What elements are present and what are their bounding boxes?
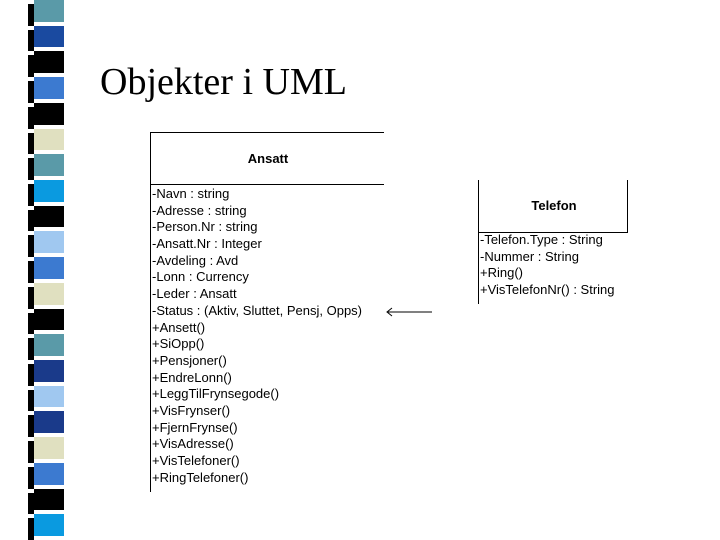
stripe-block bbox=[34, 514, 64, 536]
attribute-row: -Avdeling : Avd bbox=[152, 252, 239, 268]
operation-row: +RingTelefoner() bbox=[152, 469, 249, 485]
uml-class-ansatt bbox=[150, 132, 386, 492]
decorative-stripe bbox=[0, 0, 70, 540]
operation-row: +VisAdresse() bbox=[152, 436, 234, 452]
class-members bbox=[152, 186, 362, 486]
stripe-shadow bbox=[28, 210, 34, 232]
operation-row: +VisTelefoner() bbox=[152, 453, 240, 468]
stripe-block bbox=[34, 103, 64, 125]
attribute-row: -Navn : string bbox=[152, 186, 230, 201]
stripe-shadow bbox=[28, 313, 34, 335]
stripe-block bbox=[34, 257, 64, 279]
attribute-row: -Ansatt.Nr : Integer bbox=[152, 236, 262, 252]
stripe-block bbox=[34, 360, 64, 382]
stripe-block bbox=[34, 463, 64, 485]
stripe-block bbox=[34, 180, 64, 202]
operation-row: +Pensjoner() bbox=[152, 352, 227, 368]
uml-class-telefon bbox=[478, 180, 630, 306]
stripe-block bbox=[34, 309, 64, 331]
stripe-block bbox=[34, 283, 64, 305]
stripe-shadow bbox=[28, 107, 34, 129]
stripe-block bbox=[34, 206, 64, 228]
stripe-shadow bbox=[28, 415, 34, 437]
attribute-row: -Leder : Ansatt bbox=[152, 286, 237, 302]
stripe-shadow bbox=[28, 364, 34, 386]
stripe-shadow bbox=[28, 467, 34, 489]
stripe-block bbox=[34, 0, 64, 22]
operation-row: +FjernFrynse() bbox=[152, 419, 238, 435]
stripe-block bbox=[34, 437, 64, 459]
class-name: Ansatt bbox=[247, 151, 289, 166]
operation-row: +SiOpp() bbox=[152, 336, 205, 352]
operation-row: +Ring() bbox=[480, 265, 523, 281]
stripe-block bbox=[34, 26, 64, 48]
stripe-block bbox=[34, 154, 64, 176]
stripe-shadow bbox=[28, 493, 34, 515]
attribute-row: -Lonn : Currency bbox=[152, 269, 249, 285]
stripe-block bbox=[34, 411, 64, 433]
stripe-block bbox=[34, 77, 64, 99]
stripe-shadow bbox=[28, 261, 34, 283]
stripe-shadow bbox=[28, 287, 34, 309]
attribute-row: -Person.Nr : string bbox=[152, 219, 258, 235]
stripe-shadow bbox=[28, 441, 34, 463]
class-divider bbox=[150, 184, 384, 185]
attribute-row: -Nummer : String bbox=[480, 248, 579, 264]
stripe-shadow bbox=[28, 158, 34, 180]
attribute-row: -Adresse : string bbox=[152, 202, 247, 218]
stripe-shadow bbox=[28, 338, 34, 360]
stripe-shadow bbox=[28, 30, 34, 52]
stripe-block bbox=[34, 334, 64, 356]
operation-row: +VisTelefonNr() : String bbox=[480, 282, 615, 298]
stripe-shadow bbox=[28, 55, 34, 77]
stripe-shadow bbox=[28, 4, 34, 26]
class-members bbox=[480, 232, 615, 299]
stripe-block bbox=[34, 231, 64, 253]
operation-row: +EndreLonn() bbox=[152, 369, 232, 385]
stripe-block bbox=[34, 129, 64, 151]
stripe-shadow bbox=[28, 184, 34, 206]
stripe-shadow bbox=[28, 235, 34, 257]
class-name: Telefon bbox=[531, 198, 577, 213]
stripe-shadow bbox=[28, 81, 34, 103]
operation-row: +Ansett() bbox=[152, 319, 206, 335]
stripe-block bbox=[34, 489, 64, 511]
stripe-shadow bbox=[28, 518, 34, 540]
operation-row: +LeggTilFrynsegode() bbox=[152, 386, 280, 402]
stripe-block bbox=[34, 51, 64, 73]
operation-row: +VisFrynser() bbox=[152, 402, 231, 418]
class-border-top bbox=[150, 132, 384, 133]
stripe-shadow bbox=[28, 390, 34, 412]
attribute-row: -Status : (Aktiv, Sluttet, Pensj, Opps) bbox=[152, 302, 362, 318]
stripe-block bbox=[34, 386, 64, 408]
class-border-left bbox=[150, 132, 151, 492]
attribute-row: -Telefon.Type : String bbox=[480, 232, 603, 247]
stripe-shadow bbox=[28, 133, 34, 155]
slide-title: Objekter i UML bbox=[100, 61, 347, 103]
association-arrow bbox=[384, 305, 432, 319]
